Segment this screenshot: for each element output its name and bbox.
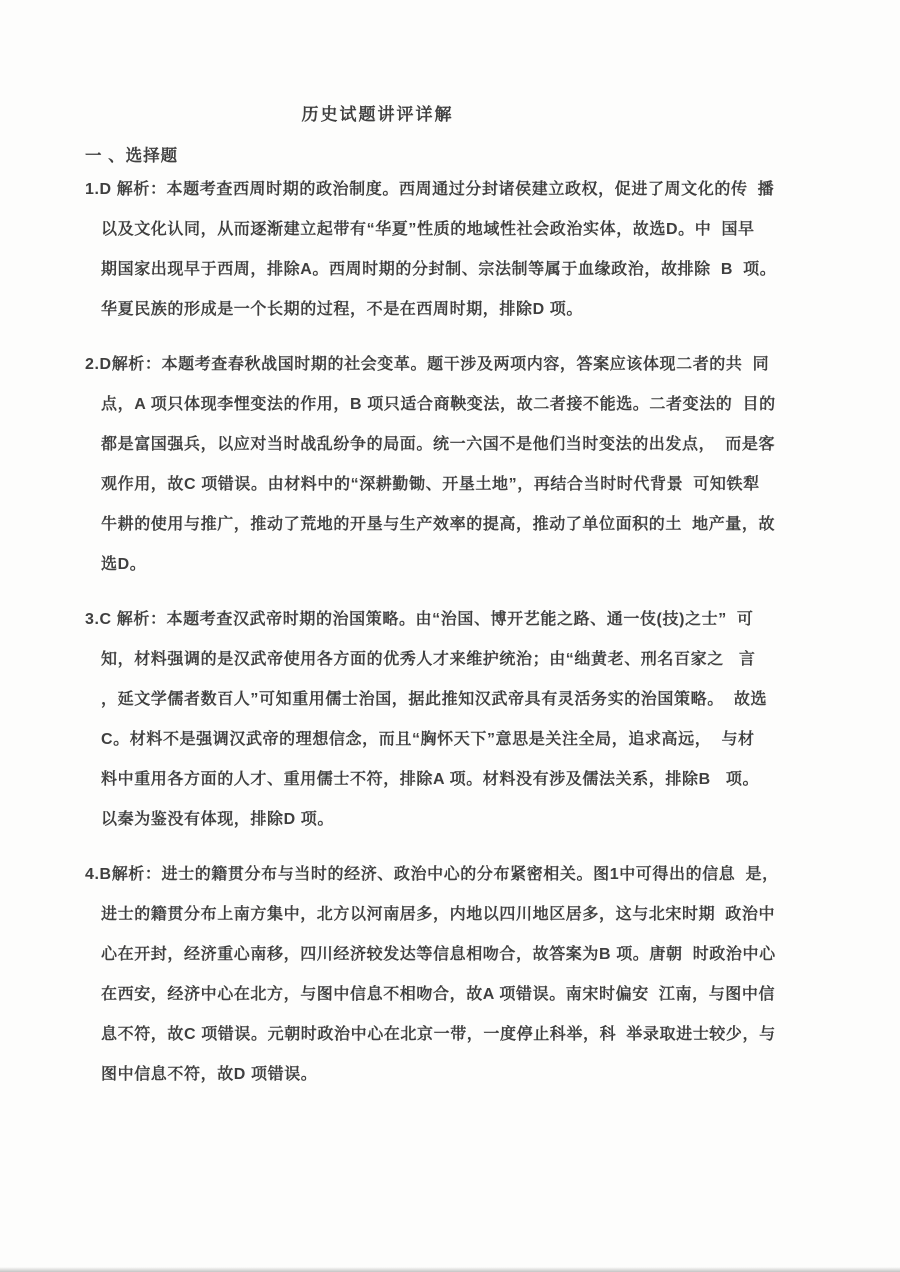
text-line: 3.C 解析：本题考查汉武帝时期的治国策略。由“治国、博开艺能之路、通一伎(技)之士” 可 bbox=[85, 611, 754, 628]
text-line: 2.D解析：本题考查春秋战国时期的社会变革。题干涉及两项内容，答案应该体现二者的共 同 bbox=[85, 356, 770, 373]
text-line: 以秦为鉴没有体现，排除D 项。 bbox=[101, 811, 335, 828]
section-heading-multiple-choice: 一 、选择题 bbox=[85, 147, 179, 165]
text-line: 在西安，经济中心在北方，与图中信息不相吻合，故A 项错误。南宋时偏安 江南，与图中信 bbox=[101, 986, 776, 1003]
text-line: 选D。 bbox=[101, 556, 147, 573]
answer-item-2 bbox=[85, 345, 820, 585]
text-line: ，延文学儒者数百人”可知重用儒士治国，据此推知汉武帝具有灵活务实的治国策略。 故选 bbox=[101, 691, 768, 708]
text-line: 点，A 项只体现李悝变法的作用，B 项只适合商鞅变法，故二者接不能选。二者变法的 目的 bbox=[101, 396, 776, 413]
text-line: 进士的籍贯分布上南方集中，北方以河南居多，内地以四川地区居多，这与北宋时期 政治中 bbox=[101, 906, 776, 923]
text-line: 观作用，故C 项错误。由材料中的“深耕勤锄、开垦土地”，再结合当时时代背景 可知铁犁 bbox=[101, 476, 760, 493]
scan-edge-shadow bbox=[0, 1267, 900, 1272]
text-line: 心在开封，经济重心南移，四川经济较发达等信息相吻合，故答案为B 项。唐朝 时政治中心 bbox=[101, 946, 776, 963]
text-line: 知，材料强调的是汉武帝使用各方面的优秀人才来维护统治；由“绌黄老、刑名百家之 言 bbox=[101, 651, 756, 668]
document-title: 历史试题讲评详解 bbox=[301, 105, 454, 124]
text-line: 都是富国强兵，以应对当时战乱纷争的局面。统一六国不是他们当时变法的出发点， 而是客 bbox=[101, 436, 776, 453]
answer-item-4 bbox=[85, 855, 820, 1095]
text-line: 1.D 解析：本题考查西周时期的政治制度。西周通过分封诸侯建立政权，促进了周文化的传 播 bbox=[85, 181, 775, 198]
text-line: 以及文化认同，从而逐渐建立起带有“华夏”性质的地域性社会政治实体，故选D。中 国早 bbox=[101, 221, 755, 238]
text-line: 息不符，故C 项错误。元朝时政治中心在北京一带，一度停止科举，科 举录取进士较少，与 bbox=[101, 1026, 776, 1043]
text-line: 4.B解析：进士的籍贯分布与当时的经济、政治中心的分布紧密相关。图1中可得出的信息 是， bbox=[85, 866, 779, 883]
text-line: 料中重用各方面的人才、重用儒士不符，排除A 项。材料没有涉及儒法关系，排除B 项。 bbox=[101, 771, 760, 788]
answer-item-3 bbox=[85, 600, 820, 840]
text-line: C。材料不是强调汉武帝的理想信念，而且“胸怀天下”意思是关注全局，追求高远， 与材 bbox=[101, 731, 755, 748]
text-line: 图中信息不符，故D 项错误。 bbox=[101, 1066, 318, 1083]
text-line: 牛耕的使用与推广，推动了荒地的开垦与生产效率的提高，推动了单位面积的土 地产量，故 bbox=[101, 516, 776, 533]
text-line: 期国家出现早于西周，排除A。西周时期的分封制、宗法制等属于血缘政治，故排除 B 项。 bbox=[101, 261, 777, 278]
text-line: 华夏民族的形成是一个长期的过程，不是在西周时期，排除D 项。 bbox=[101, 301, 584, 318]
answer-item-1 bbox=[85, 170, 820, 330]
